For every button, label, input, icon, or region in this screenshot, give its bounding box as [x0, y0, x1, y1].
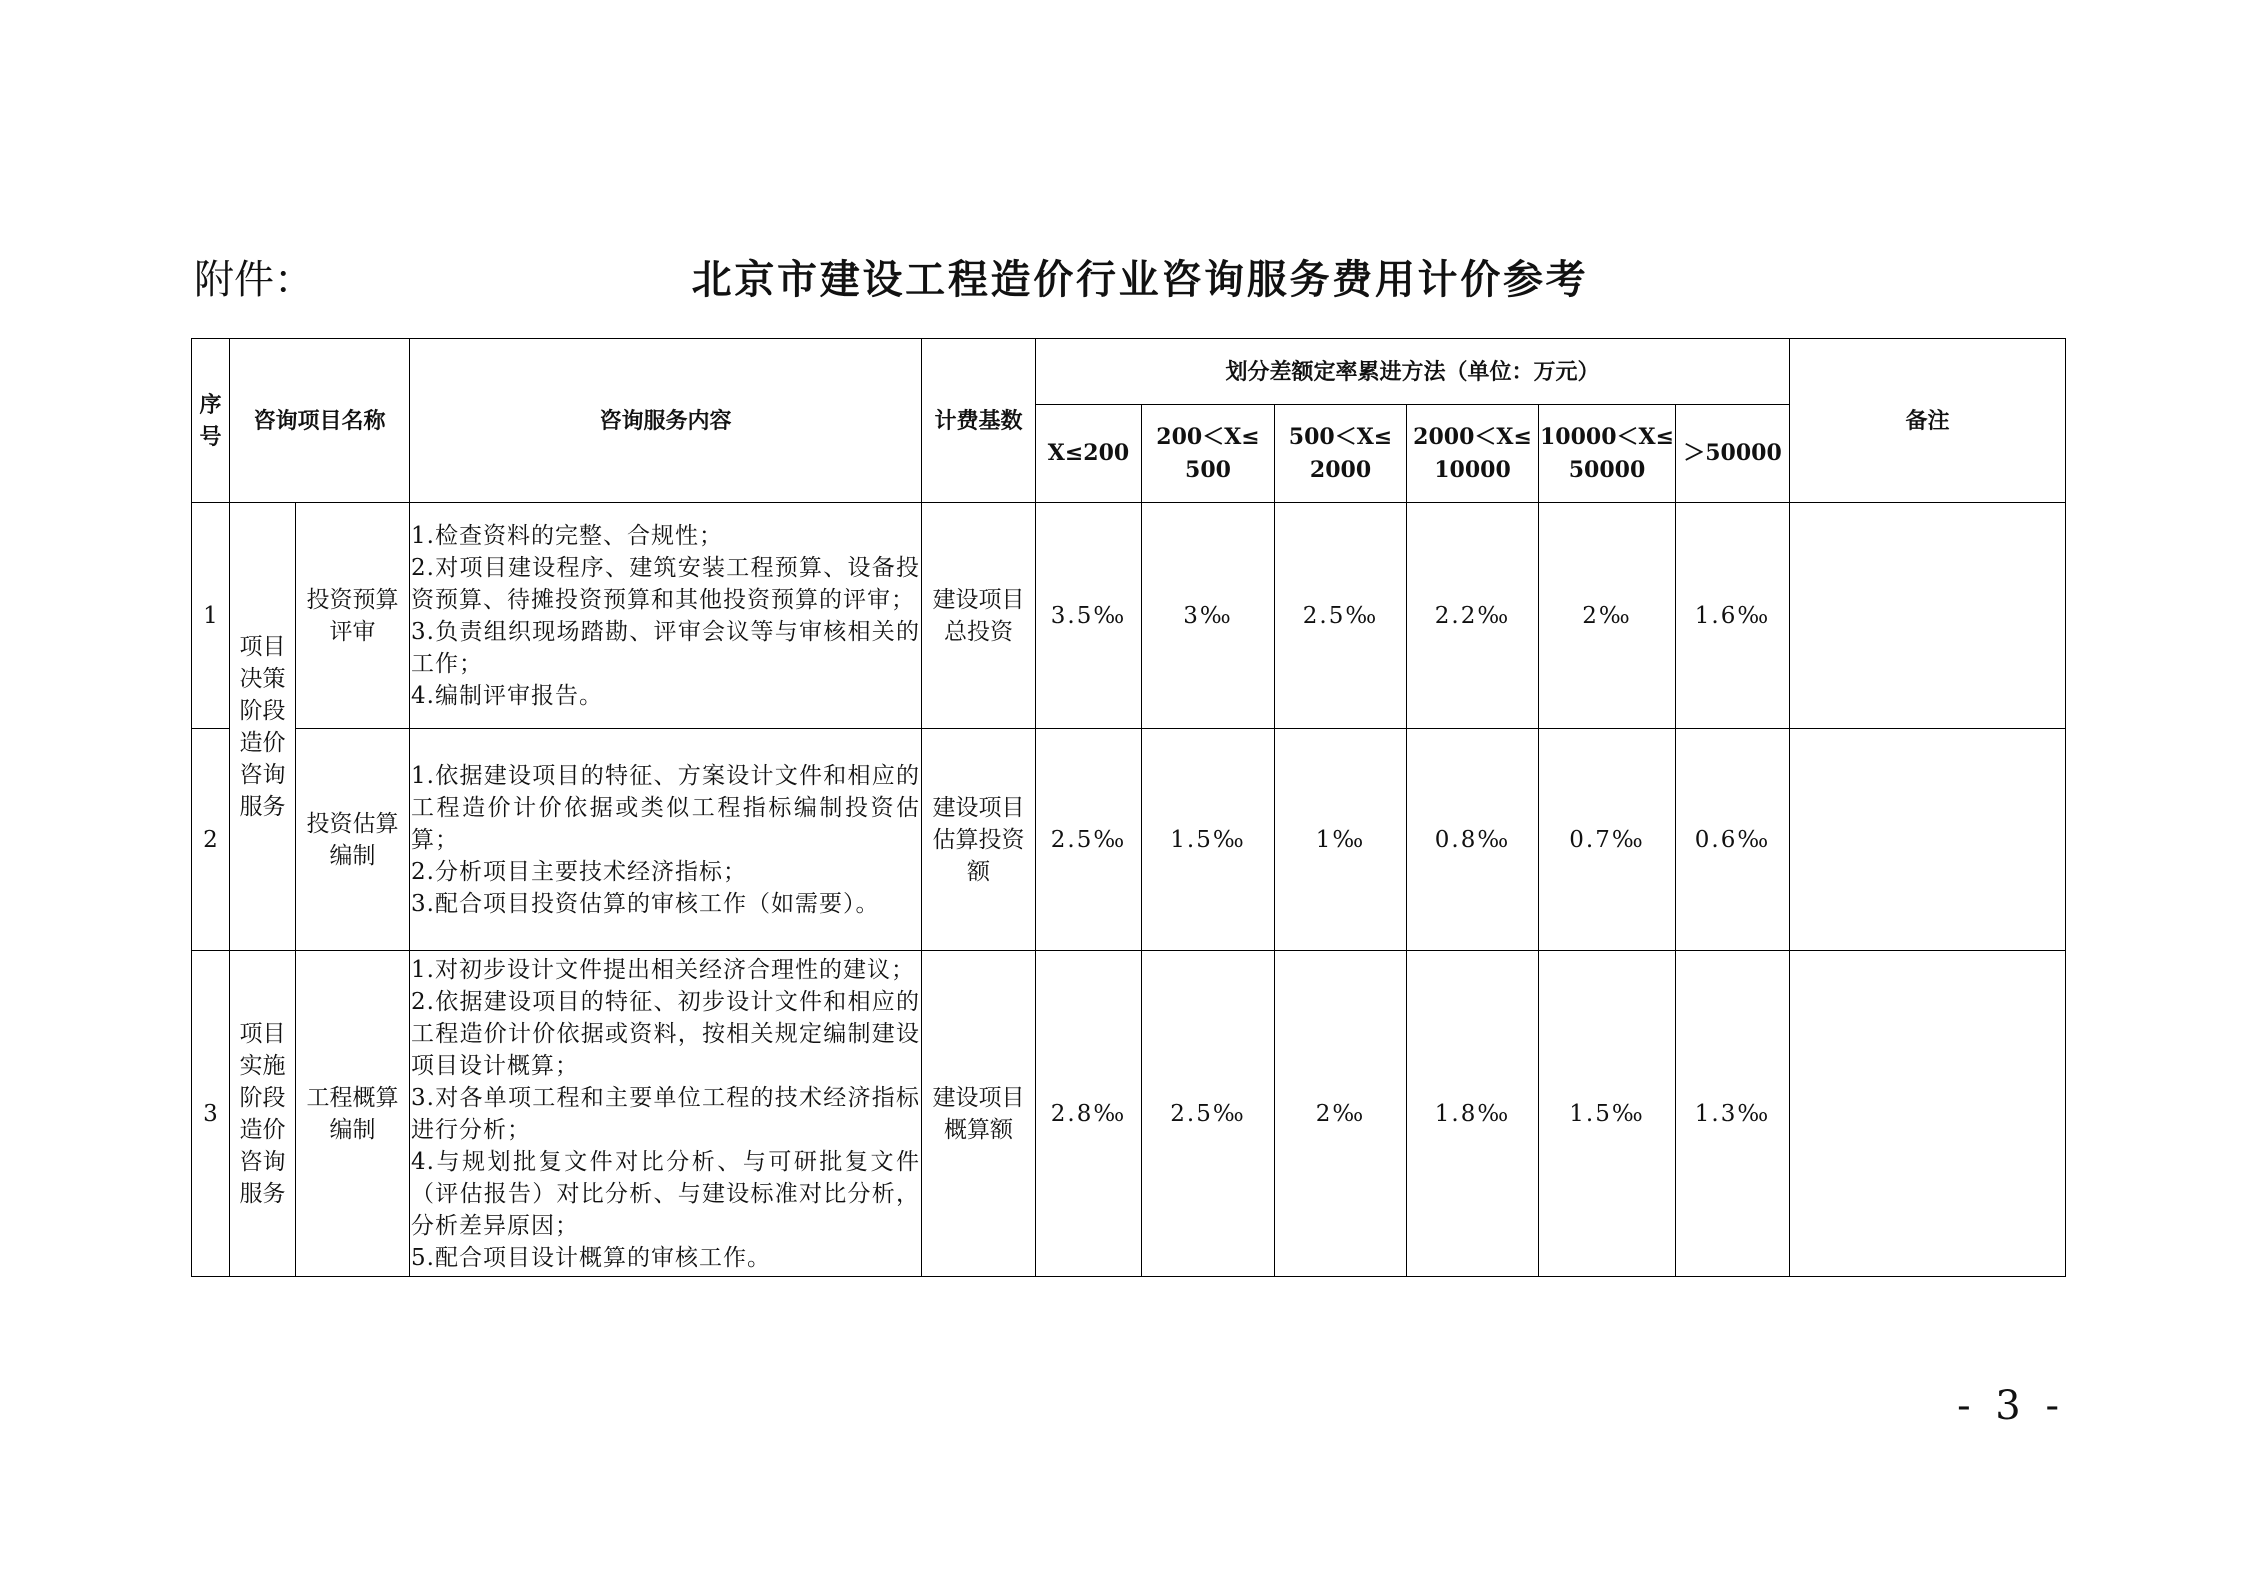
- row-2-item: 投资估算编制: [296, 729, 410, 951]
- row-3-content: 1.对初步设计文件提出相关经济合理性的建议； 2.依据建设项目的特征、初步设计文件和相应的工程造价计价依据或资料，按相关规定编制建设项目设计概算； 3.对各单项工程和主要单位工程的技术经济指标进行分析； 4.与规划批复文件对比分析、与可研批复文件（评估报告）对比分析、与建设标准对比分析，分析差异原因； 5.配合项目设计概算的审核工作。: [410, 951, 922, 1277]
- row-1-rate-2: 3‰: [1142, 503, 1275, 729]
- header-seq: 序号: [192, 339, 230, 503]
- header-project-name: 咨询项目名称: [230, 339, 410, 503]
- table-row: [192, 503, 2066, 729]
- row-1-rate-4: 2.2‰: [1407, 503, 1539, 729]
- header-range-2: 200＜X≤ 500: [1142, 405, 1275, 503]
- row-3-item: 工程概算编制: [296, 951, 410, 1277]
- row-1-content: 1.检查资料的完整、合规性； 2.对项目建设程序、建筑安装工程预算、设备投资预算、待摊投资预算和其他投资预算的评审； 3.负责组织现场踏勘、评审会议等与审核相关的工作； 4.编制评审报告。: [410, 503, 922, 729]
- row-1-remarks: [1790, 503, 2066, 729]
- row-2-fee-base: 建设项目估算投资额: [922, 729, 1036, 951]
- header-remarks: 备注: [1790, 339, 2066, 503]
- row-3-rate-3: 2‰: [1275, 951, 1407, 1277]
- row-2-seq: 2: [192, 729, 230, 951]
- row-1-rate-5: 2‰: [1539, 503, 1676, 729]
- row-1-rate-3: 2.5‰: [1275, 503, 1407, 729]
- row-2-rate-1: 2.5‰: [1036, 729, 1142, 951]
- row-2-rate-6: 0.6‰: [1676, 729, 1790, 951]
- stage-implementation: 项目实施阶段造价咨询服务: [230, 951, 296, 1277]
- row-3-rate-6: 1.3‰: [1676, 951, 1790, 1277]
- row-1-item: 投资预算评审: [296, 503, 410, 729]
- header-range-3: 500＜X≤ 2000: [1275, 405, 1407, 503]
- header-service-content: 咨询服务内容: [410, 339, 922, 503]
- header-fee-base: 计费基数: [922, 339, 1036, 503]
- header-range-6: ＞50000: [1676, 405, 1790, 503]
- row-1-rate-6: 1.6‰: [1676, 503, 1790, 729]
- row-2-remarks: [1790, 729, 2066, 951]
- document-title: 北京市建设工程造价行业咨询服务费用计价参考: [691, 256, 1589, 303]
- row-1-rate-1: 3.5‰: [1036, 503, 1142, 729]
- header-range-1: X≤200: [1036, 405, 1142, 503]
- attachment-label: 附件：: [194, 257, 314, 303]
- row-3-remarks: [1790, 951, 2066, 1277]
- row-3-rate-2: 2.5‰: [1142, 951, 1275, 1277]
- row-3-fee-base: 建设项目概算额: [922, 951, 1036, 1277]
- row-2-rate-4: 0.8‰: [1407, 729, 1539, 951]
- row-1-fee-base: 建设项目总投资: [922, 503, 1036, 729]
- header-row-1: [192, 339, 2066, 405]
- fee-reference-table: [191, 338, 2066, 1277]
- row-2-rate-5: 0.7‰: [1539, 729, 1676, 951]
- header-method: 划分差额定率累进方法（单位：万元）: [1036, 339, 1790, 405]
- page-number: - 3 -: [1957, 1383, 2065, 1429]
- row-3-rate-4: 1.8‰: [1407, 951, 1539, 1277]
- stage-decision: 项目决策阶段造价咨询服务: [230, 503, 296, 951]
- row-3-seq: 3: [192, 951, 230, 1277]
- row-2-content: 1.依据建设项目的特征、方案设计文件和相应的工程造价计价依据或类似工程指标编制投资估算； 2.分析项目主要技术经济指标； 3.配合项目投资估算的审核工作（如需要）。: [410, 729, 922, 951]
- row-1-seq: 1: [192, 503, 230, 729]
- row-2-rate-3: 1‰: [1275, 729, 1407, 951]
- row-2-rate-2: 1.5‰: [1142, 729, 1275, 951]
- table-row: [192, 729, 2066, 951]
- header-range-5: 10000＜X≤ 50000: [1539, 405, 1676, 503]
- header-range-4: 2000＜X≤ 10000: [1407, 405, 1539, 503]
- row-3-rate-1: 2.8‰: [1036, 951, 1142, 1277]
- row-3-rate-5: 1.5‰: [1539, 951, 1676, 1277]
- table-row: [192, 951, 2066, 1277]
